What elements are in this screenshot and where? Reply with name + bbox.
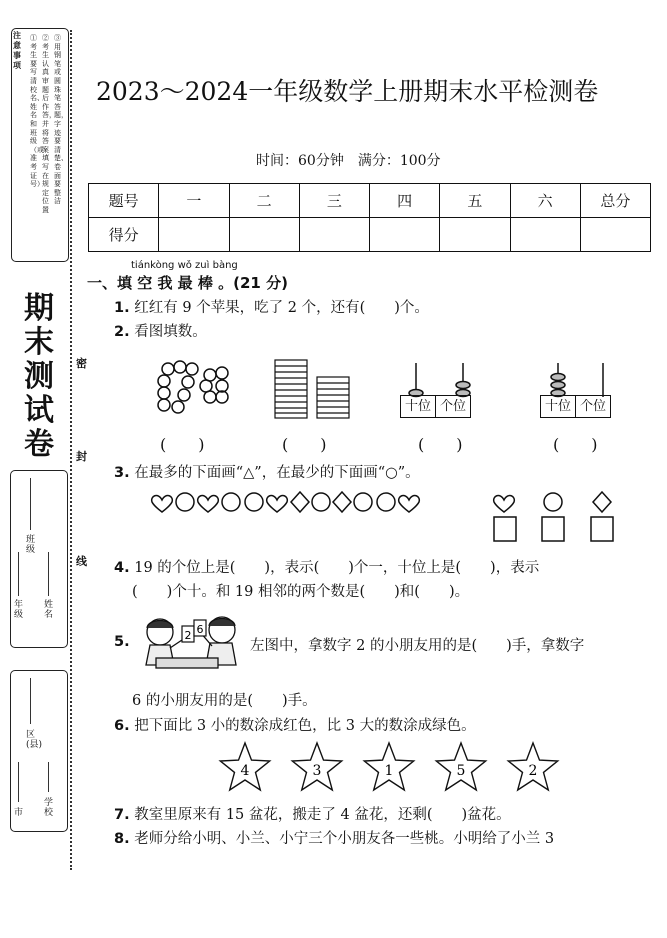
name-field[interactable]: [48, 552, 50, 596]
score-table-score-row: [89, 218, 651, 252]
section-pinyin: tiánkòng wǒ zuì bàng: [131, 260, 238, 271]
circle-group-left: [158, 361, 198, 413]
children-holding-cards-illustration: [130, 610, 245, 672]
star-number: 3: [312, 763, 322, 779]
score-header-cell: 题号: [89, 184, 159, 218]
circle-group-right: [200, 367, 228, 403]
question-3: [114, 461, 420, 482]
question-2: [114, 320, 207, 341]
q2-answer-blank-2[interactable]: ( ): [282, 435, 327, 454]
class-label: 班级: [26, 535, 36, 555]
question-5-number: [114, 634, 130, 650]
answer-boxes: [494, 492, 613, 541]
q6-stars: [215, 738, 575, 796]
question-number: 2.: [114, 324, 130, 340]
score-cell[interactable]: [510, 218, 580, 252]
score-header-cell: 五: [440, 184, 510, 218]
score-table-header-row: [89, 184, 651, 218]
question-4-line-2: ( )个十。和 19 相邻的两个数是( )和( )。: [132, 584, 470, 600]
question-number: 8.: [114, 831, 130, 847]
question-number: 3.: [114, 465, 130, 481]
notice-line-3: ③用钢笔或圆珠笔答题，字迹要清楚、卷面要整洁: [54, 34, 68, 206]
county-field[interactable]: [30, 678, 32, 724]
grade-label: 年级: [14, 600, 24, 620]
seal-word-feng: 封: [76, 450, 87, 463]
score-cell[interactable]: [299, 218, 369, 252]
stick-bundle-small: [317, 377, 349, 418]
star-number: 4: [240, 763, 250, 779]
star-number: 2: [528, 763, 538, 779]
question-1: [114, 296, 429, 317]
question-number: 5.: [114, 634, 130, 650]
school-field[interactable]: [48, 762, 50, 792]
question-text: 在最多的下面画“△”，在最少的下面画“○”。: [134, 465, 420, 481]
q2-answer-blank-4[interactable]: ( ): [553, 435, 598, 454]
grade-field[interactable]: [18, 552, 20, 596]
question-6: [114, 714, 476, 735]
question-text: 看图填数。: [134, 324, 207, 340]
score-header-cell: 三: [299, 184, 369, 218]
place-value-label-2: [540, 395, 611, 418]
card-right-label: 6: [196, 623, 204, 636]
exam-stamp: 期末测试卷: [24, 291, 54, 462]
question-7: [114, 803, 511, 824]
question-text: 把下面比 3 小的数涂成红色，比 3 大的数涂成绿色。: [134, 718, 476, 734]
q2-answer-blank-3[interactable]: ( ): [418, 435, 463, 454]
question-text: 19 的个位上是( )，表示( )个一，十位上是( )，表示: [134, 560, 540, 576]
star-number: 1: [384, 763, 394, 779]
score-row-label: 得分: [89, 218, 159, 252]
tens-label: 十位: [544, 399, 571, 414]
shape-row: [152, 492, 420, 512]
county-label: 区(县): [26, 730, 43, 750]
card-left-label: 2: [184, 629, 192, 642]
q2-answer-blank-1[interactable]: ( ): [160, 435, 205, 454]
section-title: 一、填 空 我 最 棒 。(21 分): [87, 274, 288, 292]
question-4-line-1: [114, 556, 539, 577]
question-text: 老师分给小明、小兰、小宁三个小朋友各一些桃。小明给了小兰 3: [134, 831, 555, 847]
name-label: 姓名: [44, 600, 54, 620]
seal-word-xian: 线: [76, 555, 87, 568]
question-number: 1.: [114, 300, 130, 316]
notice-heading: 注意事项: [13, 30, 21, 70]
ones-label: 个位: [435, 396, 470, 417]
score-cell[interactable]: [580, 218, 650, 252]
exam-title: 2023～2024一年级数学上册期末水平检测卷: [96, 77, 599, 106]
stick-bundle-10: [275, 360, 307, 418]
city-label: 市: [14, 808, 24, 818]
exam-subtitle: 时间：60分钟 满分：100分: [256, 153, 441, 169]
question-number: 4.: [114, 560, 130, 576]
q3-shapes: [150, 488, 650, 548]
binding-dotted-line: [70, 30, 72, 870]
class-field[interactable]: [30, 478, 32, 530]
score-cell[interactable]: [440, 218, 510, 252]
score-cell[interactable]: [229, 218, 299, 252]
abacus-1: [409, 363, 470, 397]
score-header-cell: 总分: [580, 184, 650, 218]
question-number: 6.: [114, 718, 130, 734]
question-text: 教室里原来有 15 盆花，搬走了 4 盆花，还剩( )盆花。: [134, 807, 511, 823]
score-cell[interactable]: [370, 218, 440, 252]
notice-line-2: ②考生认真审题后作答，并将答案填写在规定位置: [42, 34, 56, 214]
tens-label: 十位: [404, 399, 431, 414]
score-header-cell: 四: [370, 184, 440, 218]
question-5-line-1: 左图中，拿数字 2 的小朋友用的是( )手，拿数字: [250, 638, 585, 654]
ones-label: 个位: [575, 396, 610, 417]
score-header-cell: 一: [159, 184, 229, 218]
question-5-line-2: 6 的小朋友用的是( )手。: [132, 693, 317, 709]
question-number: 7.: [114, 807, 130, 823]
score-cell[interactable]: [159, 218, 229, 252]
notice-line-1: ①考生要写清校名、姓名和班级（或准考证号）: [30, 34, 44, 189]
score-header-cell: 六: [510, 184, 580, 218]
question-text: 红红有 9 个苹果，吃了 2 个，还有( )个。: [134, 300, 429, 316]
city-field[interactable]: [18, 762, 20, 802]
star-number: 5: [456, 763, 466, 779]
score-table: [88, 183, 651, 252]
seal-word-mi: 密: [76, 357, 87, 370]
school-label: 学校: [44, 798, 54, 818]
question-8: [114, 827, 554, 848]
place-value-label-1: [400, 395, 471, 418]
abacus-2: [551, 363, 603, 397]
score-header-cell: 二: [229, 184, 299, 218]
